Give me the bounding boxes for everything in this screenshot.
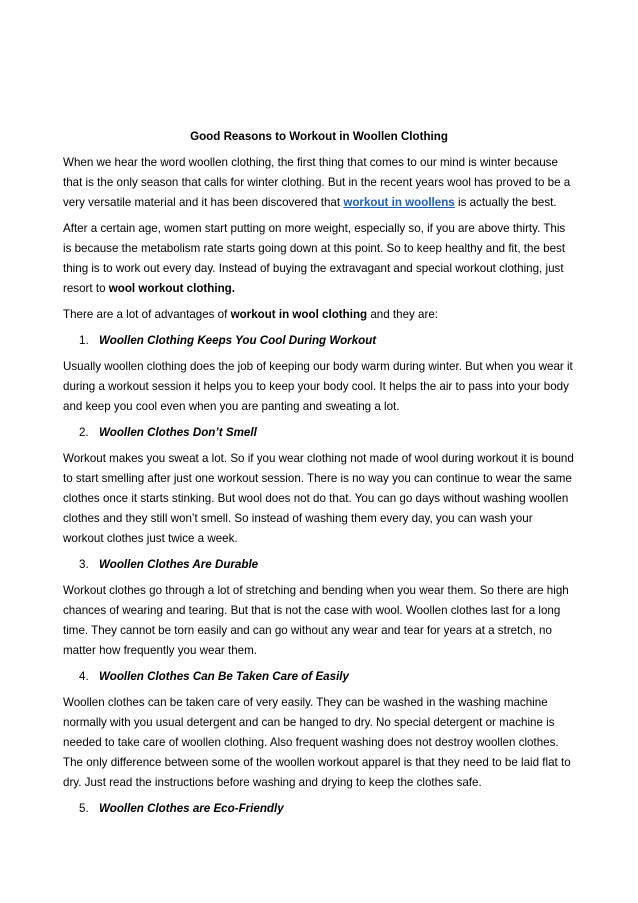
section-heading-text: Woollen Clothes Are Durable	[99, 558, 259, 571]
intro-text: When we hear the word woollen clothing, the first thing that comes to our mind is winter because that is the only season that calls for winter clothing. But in the recent years wool has proved to be a very versatile material and it has been discovered that	[63, 156, 571, 209]
intro-text-end: is actually the best.	[454, 196, 557, 209]
section-heading-text: Woollen Clothing Keeps You Cool During Workout	[99, 334, 377, 347]
section-body-4: Woollen clothes can be taken care of very easily. They can be washed in the washing machine normally with you usual detergent and can be hanged to dry. No special detergent or machine is needed to take care of woollen clothing. Also frequent washing does not destroy woollen clothes. The only difference between some of the woollen workout apparel is that they need to be laid flat to dry. Just read the instructions before washing and drying to keep the clothes safe.	[63, 696, 571, 789]
workout-in-woollens-link[interactable]: workout in woollens	[343, 196, 455, 209]
wool-workout-clothing-emphasis: wool workout clothing.	[108, 282, 235, 295]
section-heading-2	[63, 423, 575, 443]
intro-paragraph	[63, 153, 575, 213]
section-heading-text: Woollen Clothes Can Be Taken Care of Easily	[99, 670, 349, 683]
advantages-paragraph	[63, 305, 575, 325]
section-number: 1.	[79, 334, 89, 347]
section-heading-1	[63, 331, 575, 351]
section-body-1: Usually woollen clothing does the job of keeping our body warm during winter. But when you wear it during a workout session it helps you to keep your body cool. It helps the air to pass into your body and keep you cool even when you are panting and sweating a lot.	[63, 360, 573, 413]
document-title: Good Reasons to Workout in Woollen Clothing	[190, 130, 448, 143]
advantages-text-end: and they are:	[367, 308, 439, 321]
section-body-2: Workout makes you sweat a lot. So if you wear clothing not made of wool during workout it is bound to start smelling after just one workout session. There is no way you can continue to wear the same clothes once it starts stinking. But wool does not do that. You can go days without washing woollen clothes and they still won’t smell. So instead of washing them every day, you can wash your workout clothes just twice a week.	[63, 452, 574, 545]
section-heading-text: Woollen Clothes are Eco-Friendly	[99, 802, 284, 815]
section-heading-4	[63, 667, 575, 687]
metabolism-paragraph	[63, 219, 575, 299]
section-number: 3.	[79, 558, 89, 571]
advantages-text: There are a lot of advantages of	[63, 308, 231, 321]
section-number: 2.	[79, 426, 89, 439]
section-number: 5.	[79, 802, 89, 815]
workout-in-wool-emphasis: workout in wool clothing	[230, 308, 368, 321]
section-body-3: Workout clothes go through a lot of stretching and bending when you wear them. So there are high chances of wearing and tearing. But that is not the case with wool. Woollen clothes last for a long time. They cannot be torn easily and can go without any wear and tear for years at a stretch, no matter how frequently you wear them.	[63, 584, 569, 657]
metabolism-text: After a certain age, women start putting on more weight, especially so, if you are above thirty. This is because the metabolism rate starts going down at this point. So to keep healthy and fit, the best thing is to work out every day. Instead of buying the extravagant and special workout clothing, just resort to	[63, 222, 566, 295]
document-page	[63, 127, 575, 825]
section-heading-5	[63, 799, 575, 819]
section-heading-3	[63, 555, 575, 575]
section-heading-text: Woollen Clothes Don’t Smell	[99, 426, 257, 439]
section-number: 4.	[79, 670, 89, 683]
